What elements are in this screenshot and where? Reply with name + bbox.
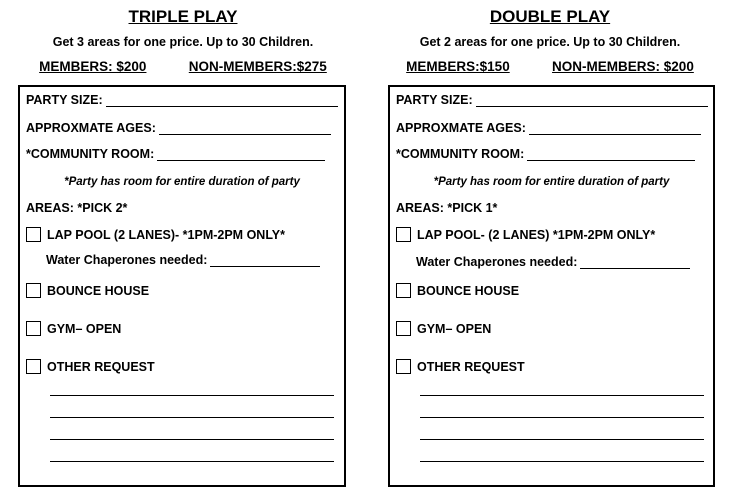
ages-field [26, 121, 331, 135]
chaperones-input[interactable] [580, 256, 690, 269]
community-room-field [396, 147, 695, 161]
gym-checkbox[interactable] [396, 321, 411, 336]
party-size-label: PARTY SIZE: [26, 93, 103, 107]
triple-play-form [18, 85, 346, 487]
room-note: *Party has room for entire duration of party [433, 176, 670, 188]
lap-pool-checkbox[interactable] [396, 227, 411, 242]
bounce-house-checkbox[interactable] [26, 283, 41, 298]
triple-play-prices [18, 58, 348, 76]
gym-label: GYM– OPEN [417, 321, 492, 336]
gym-option[interactable] [396, 321, 491, 336]
chaperones-field [416, 255, 690, 269]
community-room-input[interactable] [527, 148, 695, 161]
party-size-input[interactable] [106, 94, 338, 107]
double-play-section [385, 0, 715, 374]
other-request-line-3[interactable] [50, 439, 334, 440]
other-request-line-3[interactable] [420, 439, 704, 440]
lap-pool-option[interactable] [396, 227, 655, 242]
nonmembers-price: NON-MEMBERS: $200 [552, 59, 694, 74]
other-request-line-4[interactable] [420, 461, 704, 462]
other-request-line-1[interactable] [50, 395, 334, 396]
double-play-title: DOUBLE PLAY [489, 7, 611, 26]
chaperones-field [46, 253, 320, 267]
bounce-house-label: BOUNCE HOUSE [47, 283, 150, 298]
double-play-form [388, 85, 715, 487]
double-play-subtitle: Get 2 areas for one price. Up to 30 Children. [419, 35, 681, 49]
ages-input[interactable] [159, 122, 331, 135]
community-room-input[interactable] [157, 148, 325, 161]
bounce-house-option[interactable] [396, 283, 519, 298]
room-note: *Party has room for entire duration of party [64, 176, 300, 188]
other-request-line-2[interactable] [420, 417, 704, 418]
community-room-field [26, 147, 325, 161]
party-size-label: PARTY SIZE: [396, 93, 473, 107]
ages-field [396, 121, 701, 135]
areas-label: AREAS: *PICK 1* [396, 201, 498, 215]
other-request-checkbox[interactable] [26, 359, 41, 374]
lap-pool-label: LAP POOL- (2 LANES) *1PM-2PM ONLY* [417, 227, 656, 242]
chaperones-label: Water Chaperones needed: [46, 253, 208, 267]
triple-play-section [18, 0, 348, 374]
chaperones-input[interactable] [210, 254, 320, 267]
members-price: MEMBERS:$150 [406, 59, 510, 74]
lap-pool-option[interactable] [26, 227, 285, 242]
areas-label: AREAS: *PICK 2* [26, 201, 128, 215]
other-request-line-2[interactable] [50, 417, 334, 418]
bounce-house-label: BOUNCE HOUSE [417, 283, 520, 298]
other-request-option[interactable] [396, 359, 525, 374]
ages-input[interactable] [529, 122, 701, 135]
ages-label: APPROXMATE AGES: [396, 121, 526, 135]
community-room-label: *COMMUNITY ROOM: [26, 147, 155, 161]
community-room-label: *COMMUNITY ROOM: [396, 147, 525, 161]
bounce-house-checkbox[interactable] [396, 283, 411, 298]
other-request-line-4[interactable] [50, 461, 334, 462]
triple-play-title: TRIPLE PLAY [128, 7, 238, 26]
chaperones-label: Water Chaperones needed: [416, 255, 578, 269]
gym-option[interactable] [26, 321, 121, 336]
ages-label: APPROXMATE AGES: [26, 121, 156, 135]
gym-checkbox[interactable] [26, 321, 41, 336]
lap-pool-label: LAP POOL (2 LANES)- *1PM-2PM ONLY* [47, 227, 286, 242]
other-request-label: OTHER REQUEST [417, 359, 525, 374]
double-play-prices [385, 58, 715, 76]
gym-label: GYM– OPEN [47, 321, 122, 336]
party-size-input[interactable] [476, 94, 708, 107]
other-request-line-1[interactable] [420, 395, 704, 396]
nonmembers-price: NON-MEMBERS:$275 [188, 59, 327, 74]
party-size-field [396, 93, 708, 107]
members-price: MEMBERS: $200 [39, 59, 147, 74]
triple-play-subtitle: Get 3 areas for one price. Up to 30 Children. [52, 35, 314, 49]
bounce-house-option[interactable] [26, 283, 149, 298]
other-request-label: OTHER REQUEST [47, 359, 155, 374]
other-request-checkbox[interactable] [396, 359, 411, 374]
lap-pool-checkbox[interactable] [26, 227, 41, 242]
other-request-option[interactable] [26, 359, 155, 374]
party-size-field [26, 93, 338, 107]
